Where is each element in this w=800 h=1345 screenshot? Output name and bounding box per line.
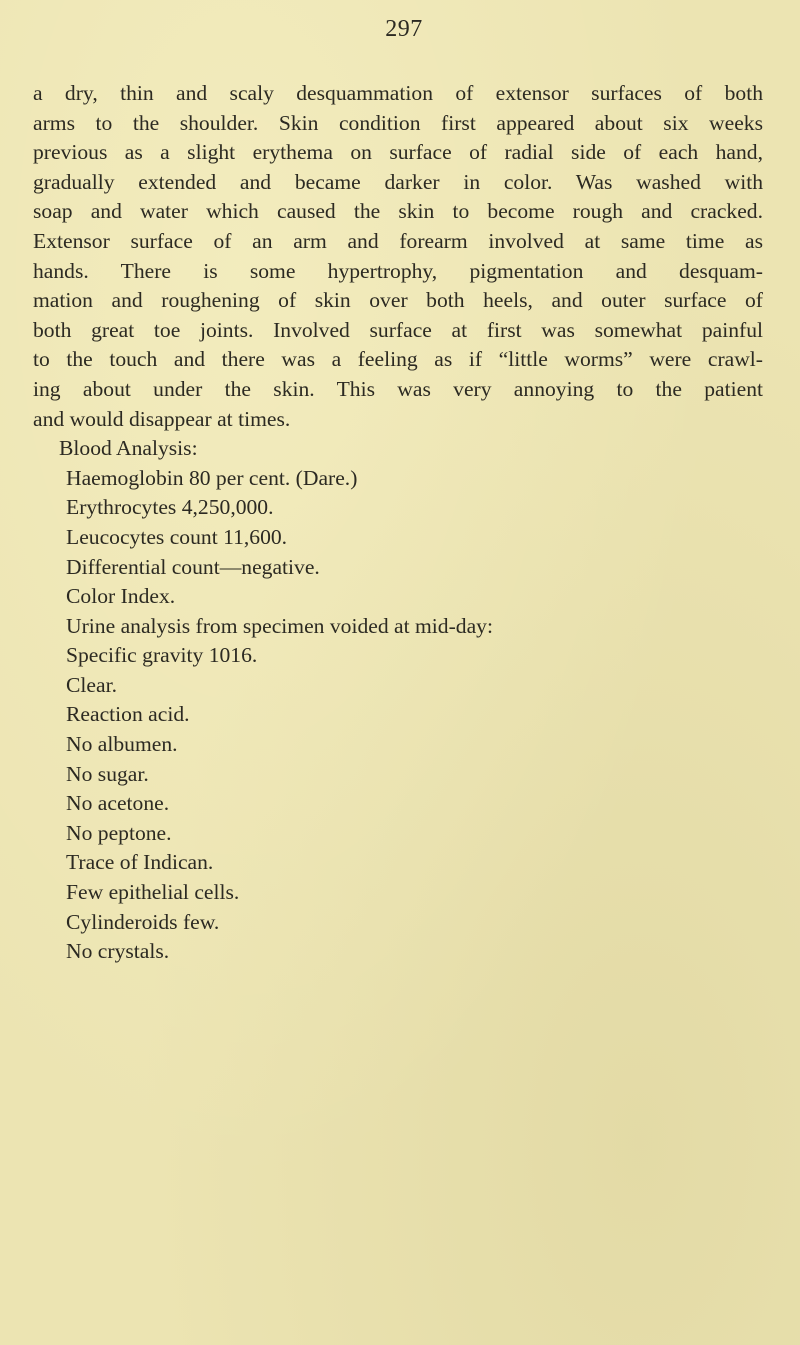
urine-analysis-item: Cylinderoids few. xyxy=(66,909,220,934)
paragraph-line: both great toe joints. Involved surface at first was somewhat painful xyxy=(33,317,763,342)
urine-analysis-section xyxy=(33,612,763,967)
urine-analysis-heading: Urine analysis from specimen voided at mid-day: xyxy=(66,613,493,638)
paragraph-line: to the touch and there was a feeling as if “little worms” were crawl- xyxy=(33,347,763,372)
urine-analysis-item: No sugar. xyxy=(66,761,149,786)
paragraph-line: a dry, thin and scaly desquammation of extensor surfaces of both xyxy=(33,81,763,105)
paragraph-line: hands. There is some hypertrophy, pigmentation and desquam- xyxy=(33,258,763,283)
case-description-paragraph xyxy=(33,79,763,434)
blood-analysis-item: Erythrocytes 4,250,000. xyxy=(66,495,274,520)
paragraph-line: previous as a slight erythema on surface of radial side of each hand, xyxy=(33,140,763,165)
urine-analysis-item: Clear. xyxy=(66,672,117,697)
blood-analysis-item: Leucocytes count 11,600. xyxy=(66,524,288,549)
blood-analysis-heading: Blood Analysis: xyxy=(59,436,198,461)
blood-analysis-item: Color Index. xyxy=(66,584,176,609)
page-body xyxy=(33,79,763,967)
paragraph-line: ing about under the skin. This was very annoying to the patient xyxy=(33,376,763,401)
urine-analysis-item: No albumen. xyxy=(66,732,178,757)
paragraph-line: and would disappear at times. xyxy=(33,406,291,431)
urine-analysis-item: No peptone. xyxy=(66,820,172,845)
urine-analysis-item: Few epithelial cells. xyxy=(66,880,240,905)
urine-analysis-item: Reaction acid. xyxy=(66,702,190,727)
urine-analysis-item: No crystals. xyxy=(66,939,170,964)
blood-analysis-item: Haemoglobin 80 per cent. (Dare.) xyxy=(66,465,358,490)
paragraph-line: Extensor surface of an arm and forearm involved at same time as xyxy=(33,228,763,253)
urine-analysis-item: Specific gravity 1016. xyxy=(66,643,258,668)
paragraph-line: arms to the shoulder. Skin condition first appeared about six weeks xyxy=(33,110,763,135)
page-number: 297 xyxy=(385,16,423,42)
paragraph-line: soap and water which caused the skin to become rough and cracked. xyxy=(33,199,763,224)
blood-analysis-section xyxy=(33,434,763,612)
paragraph-line: mation and roughening of skin over both heels, and outer surface of xyxy=(33,288,763,313)
urine-analysis-item: No acetone. xyxy=(66,791,170,816)
urine-analysis-item: Trace of Indican. xyxy=(66,850,214,875)
paragraph-line: gradually extended and became darker in color. Was washed with xyxy=(33,169,763,194)
blood-analysis-item: Differential count—negative. xyxy=(66,554,320,579)
